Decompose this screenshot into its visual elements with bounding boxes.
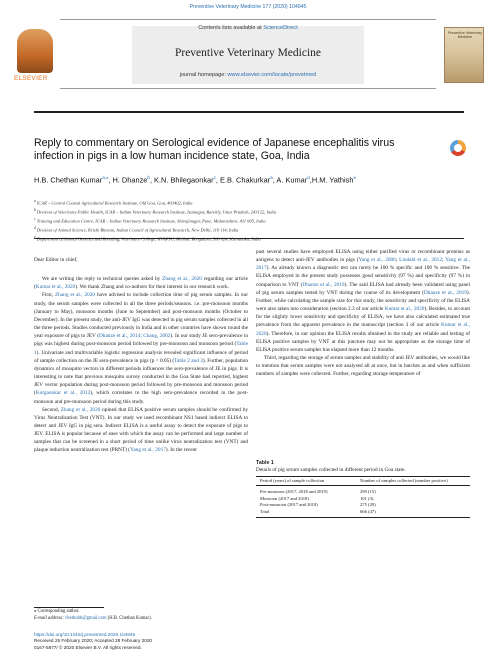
paragraph-text: Third, regarding the storage of serum samples and stability of anti JEV antibodies, we would like to mention that serum samples were not analysed all at once, but in batches as and when sufficient numbers of samples were collected. Further, regarding storage temperature of [256,355,470,378]
running-head: Preventive Veterinary Medicine 177 (2020) 104945 [189,4,307,10]
affiliation-item [34,216,464,225]
affiliation-text: Department of Animal Genetics and Breeding, Veterinary College, KVAFSU, Hebbal, Bengaluru, 560 024, Karnataka, India [35,236,261,242]
citation-link[interactable]: Dhanze et al., 2014 [98,333,141,340]
affiliation-mark: d [34,225,36,230]
paragraph-5 [256,354,470,378]
paragraph-text: ; [441,257,446,264]
affiliation-text: ICAR – Central Coastal Agricultural Research Institute, Old Goa, Goa, 403402, India [35,200,193,206]
table-label: Table 1 [256,460,274,466]
header-divider [34,111,464,113]
paragraph-text: ). In our study JE sero-prevalence in pigs was highest during post-monsoon period followed by pre-monsoon and monsoon period ( [34,333,248,348]
author-affiliation-mark[interactable]: b [147,175,150,180]
citation-link[interactable]: Kumar et al., 2020 [35,284,76,291]
footnote-rule [34,607,104,608]
email-owner: (H.B. Chethan Kumar). [106,615,152,621]
table-header-period: Period (years) of sample collection [256,477,360,486]
paragraph-text: opined that ELISA positive serum samples should be confirmed by Virus Neutralization Test (VNT). In our study we used recombinant NS1 based indirect ELISA to detect anti JEV IgG in pig sera. Indirect ELISA is a useful assay to detect the exposure of pigs to JEV. ELISA is popular because of ease with which the assay can be performed and large number of samples that can be screened in a short period of time unlike virus neutralization test (VNT) and plaque reduction neutralization test (PRNT) ( [34,406,248,454]
citation-link[interactable]: Yang et al., 2006 [358,257,396,264]
affiliation-text: Training and Education Centre, ICAR – Indian Veterinary Research Institute, Shivajinagar, Pune, Maharashtra, 411 005, India [35,218,266,224]
author-affiliation-mark[interactable]: e [353,175,357,180]
paragraph-text: ; [395,257,400,264]
crossmark-center [454,144,462,152]
affiliation-text: Division of Animal Science, Krishi Bhavan, Indian Council of Agricultural Research, New Delhi, 110 114, India [35,227,239,233]
email-link[interactable]: chethubb@gmail.com [65,615,107,621]
citation-link[interactable]: Yang et al., 2017 [130,447,166,454]
citation-link[interactable]: Dhanze et al., 2019 [423,289,467,296]
paragraph-text: ). The said ELISA had already been validated using panel of pig serum samples tested by VNT during the course of its development ( [256,281,470,296]
author-separator: , [108,175,113,185]
author-separator: , [215,175,221,185]
table-cell-period: Monsoon (2017 and 2018) [260,495,309,501]
affiliation-mark: c [34,216,36,221]
author-name[interactable]: H. Dhanze [112,175,148,185]
affiliation-mark: e [34,234,36,239]
paragraph-text: ). Besides, to account for the slightly lower sensitivity and specificity of ELISA, we have also calculated estimated true prevalence from the apparent prevalence in the manuscript (section 3 of our article [256,306,471,329]
elsevier-wordmark: ELSEVIER [14,75,48,82]
paragraph-text: ). In the recent [165,447,197,454]
table-row [256,486,470,496]
paragraph-text: ). Univariate and multivariable logistic regression analysis revealed significant influence of period of sample collection on the JE sero-prevalence in pigs (p < 0.05) ( [34,349,248,364]
author-name[interactable]: H.B. Chethan Kumar [34,175,103,185]
paragraph-text: We are writing the reply to technical queries asked by [42,276,163,283]
citation-link[interactable]: Table 2 and 3 [174,357,203,364]
crossmark-icon[interactable] [450,140,466,156]
paragraph-text: ). Further, while calculating the sample size for this study, the sensitivity and specificity of the ELISA were also taken into consideration (section 2.3 of our article [256,289,470,313]
contents-line [60,25,436,31]
paragraph-text: past several studies have employed ELISA using either purified virus or recombinant proteins as antigens to detect anti-JEV antibodies in pigs ( [256,249,470,264]
paragraph-text: ), which correlates to the high sero-prevalence recorded in the post-monsoon and pre-monsoon period during this study. [34,390,249,405]
article-title-line-1: Reply to commentary on Serological evidence of Japanese encephalitis virus [34,137,395,149]
author-separator: , [309,175,312,185]
contents-prefix: Contents lists available at [198,25,264,31]
homepage-line [60,72,436,78]
citation-link[interactable]: Zhang et al., 2020 [162,276,202,283]
author-separator: , [272,175,277,185]
paragraph-text: Second, [42,406,61,413]
received-dates: Received 25 February 2020; Accepted 28 February 2020 [34,638,153,644]
paragraph-4 [256,248,470,354]
author-affiliation-mark[interactable]: d [307,175,310,180]
citation-link[interactable]: Kumar et al., 2020 [256,322,470,337]
citation-link[interactable]: Kumar et al., 2020 [384,306,425,313]
author-list [34,172,464,185]
affiliation-mark: b [34,207,36,212]
footnote-corresponding: ⁎ Corresponding author. [34,609,80,614]
elsevier-tree-icon [17,29,53,73]
paragraph-text: ). Therefore, in our opinion the ELISA results obtained in the study are reliable and testing of ELISA positive samples by VNT at this juncture may not be appropriate as the storage time of ELISA positive serum samples has elapsed more than 12 months. [256,330,470,353]
author-affiliation-mark[interactable]: c [213,175,216,180]
paragraph-text: First, [42,292,55,299]
table-1 [256,460,470,518]
author-affiliation-mark[interactable]: a,⁎ [102,175,109,180]
author-name[interactable]: A. Kumar [276,175,308,185]
footnote-email-line [34,616,248,623]
table-header-count: Number of samples collected (number positive) [360,477,470,486]
author-separator: , [149,175,155,185]
journal-title[interactable]: Preventive Veterinary Medicine [174,47,322,59]
citation-link[interactable]: Table 1 [34,341,248,356]
paragraph-text: ; [140,333,144,340]
article-meta [34,632,294,651]
paragraph-text: ). Further, population dynamics of mosquito vectors in different periods influences the sero-prevalence of JE in pigs. It is interesting to note that previous mosquito survey conducted in the Goa State had reported, highest JEV vector population during post-monsoon period followed by pre-monsoon and monsoon period ( [34,357,248,397]
paragraph-3 [34,406,248,455]
citation-link[interactable]: Korgaonkar et al., 2012 [35,390,91,397]
table-cell-count: 275 (29) [360,502,376,508]
cover-title: Preventive Veterinary Medicine [447,31,483,40]
table-header-row [256,477,470,486]
doi-link[interactable]: https://doi.org/10.1016/j.prevetmed.2020.104945 [34,632,136,637]
right-column [256,248,470,379]
table-caption [256,460,470,474]
paragraph-text: ). We thank Zhang and co-authors for their interest in our research work. [75,284,229,291]
affiliation-item [34,207,464,216]
left-column [34,256,248,455]
citation-link[interactable]: Chang, 2002 [143,333,171,340]
table-row [256,509,470,518]
citation-link[interactable]: Zhang et al., 2020 [54,292,96,299]
elsevier-logo[interactable] [14,29,56,93]
affiliation-item [34,225,464,234]
affiliation-text: Division of Veterinary Public Health, ICAR – Indian Veterinary Research Institute, Izatnagar, Bareilly, Uttar Pradesh, 243122, India [35,209,277,215]
homepage-prefix: journal homepage: [179,72,228,78]
paragraph-2 [34,291,248,405]
affiliation-mark: a [34,199,36,203]
citation-link[interactable]: Yang et al., 2017 [256,257,470,272]
affiliation-item [34,198,464,207]
table-cell-period: Post-monsoon (2017 and 2018) [260,502,318,508]
affiliation-list [34,198,464,243]
author-name[interactable]: H.M. Yathish [311,175,354,185]
salutation: Dear Editor in chief, [34,257,78,263]
author-name[interactable]: K.N. Bhilegaonkar [154,175,214,185]
paragraph-text: have advised to include collection time of pig serum samples. In our study, the serum samples were collected in all the three periods/seasons. i.e. pre-monsoon months (January to May), monsoon months (June to September) and post-monsoon months (October to December). In the present study, the anti-JEV IgG was detected in pig serum samples collected in all the three periods. Studies conducted previously in India and in other countries have shown round the year exposure of pigs to JEV ( [34,292,248,340]
table-cell-period: Pre-monsoon (2017, 2018 and 2019) [260,489,328,495]
author-affiliation-mark[interactable]: a [270,175,273,180]
citation-link[interactable]: Zhang et al., 2020 [60,406,101,413]
sciencedirect-link[interactable]: ScienceDirect [263,25,298,31]
homepage-link[interactable]: www.elsevier.com/locate/prevetmed [227,72,317,78]
article-title [34,137,414,163]
citation-link[interactable]: Dhanze et al., 2019 [302,281,345,288]
table-cell-count: 101 (3) [360,495,374,501]
footnotes [34,609,248,622]
journal-cover-image[interactable] [444,27,484,83]
table-cell-count: 290 (15) [360,489,376,495]
samples-table [256,476,470,518]
paragraph-1 [34,275,248,291]
citation-link[interactable]: Lindahl et al., 2012 [399,257,442,264]
article-title-line-2: infection in pigs in a low human incidence state, Goa, India [34,150,310,162]
table-cell-period: Total [256,509,360,518]
table-cell-count: 666 (47) [360,509,470,518]
copyright: 0167-5877/ © 2020 Elsevier B.V. All rights reserved. [34,644,142,650]
paragraph-text: regarding our article ( [34,276,248,291]
author-name[interactable]: E.B. Chakurkar [220,175,271,185]
email-label: E-mail address: [34,615,66,621]
table-caption-text: Details of pig serum samples collected in different period in Goa state. [256,467,406,473]
paragraph-text: ). As already known a diagnostic test can rarely be 100 % specific and 100 % sensitive. The ELISA employed in the present study possesses good sensitivity (97 %) and specificity (97 %) in comparison to VNT ( [256,265,470,288]
